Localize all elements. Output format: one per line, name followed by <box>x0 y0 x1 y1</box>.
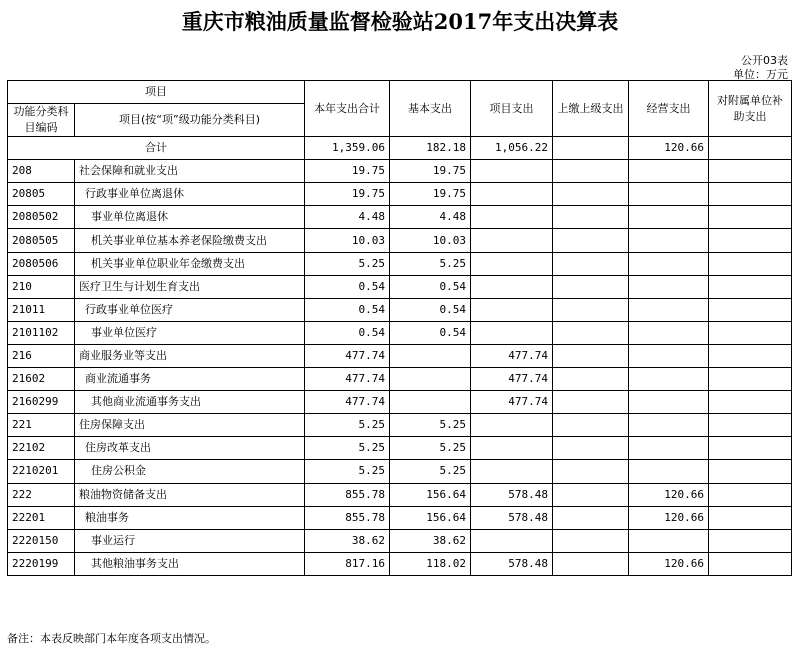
row-code: 210 <box>8 275 75 298</box>
row-subsidiary <box>709 460 792 483</box>
header-operating: 经营支出 <box>629 81 709 137</box>
row-subsidiary <box>709 368 792 391</box>
row-name: 行政事业单位离退休 <box>75 183 305 206</box>
row-upper <box>553 391 629 414</box>
row-project: 578.48 <box>471 552 553 575</box>
row-name: 住房改革支出 <box>75 437 305 460</box>
total-total: 1,359.06 <box>305 137 390 160</box>
row-upper <box>553 321 629 344</box>
row-total: 0.54 <box>305 321 390 344</box>
row-name: 医疗卫生与计划生育支出 <box>75 275 305 298</box>
row-project <box>471 529 553 552</box>
header-project: 项目支出 <box>471 81 553 137</box>
row-code: 22201 <box>8 506 75 529</box>
row-operating <box>629 321 709 344</box>
row-operating <box>629 160 709 183</box>
row-operating: 120.66 <box>629 552 709 575</box>
row-name: 事业单位离退休 <box>75 206 305 229</box>
row-basic: 19.75 <box>390 183 471 206</box>
row-code: 2080502 <box>8 206 75 229</box>
row-operating <box>629 414 709 437</box>
row-code: 208 <box>8 160 75 183</box>
row-project <box>471 183 553 206</box>
row-name: 社会保障和就业支出 <box>75 160 305 183</box>
header-code: 功能分类科目编码 <box>8 104 75 137</box>
header-subsidiary: 对附属单位补助支出 <box>709 81 792 137</box>
row-name: 其他粮油事务支出 <box>75 552 305 575</box>
total-basic: 182.18 <box>390 137 471 160</box>
row-total: 817.16 <box>305 552 390 575</box>
row-total: 19.75 <box>305 160 390 183</box>
row-name: 粮油物资储备支出 <box>75 483 305 506</box>
row-project <box>471 229 553 252</box>
row-name: 机关事业单位基本养老保险缴费支出 <box>75 229 305 252</box>
table-row <box>8 437 792 460</box>
table-row <box>8 368 792 391</box>
row-upper <box>553 229 629 252</box>
row-subsidiary <box>709 414 792 437</box>
row-basic: 5.25 <box>390 437 471 460</box>
row-subsidiary <box>709 529 792 552</box>
row-code: 2080506 <box>8 252 75 275</box>
expenditure-table <box>7 80 792 576</box>
table-row <box>8 183 792 206</box>
row-upper <box>553 183 629 206</box>
row-operating <box>629 183 709 206</box>
row-operating: 120.66 <box>629 506 709 529</box>
row-subsidiary <box>709 252 792 275</box>
row-subsidiary <box>709 506 792 529</box>
row-basic <box>390 368 471 391</box>
row-upper <box>553 252 629 275</box>
row-basic: 0.54 <box>390 275 471 298</box>
table-row <box>8 552 792 575</box>
total-operating: 120.66 <box>629 137 709 160</box>
row-basic: 156.64 <box>390 506 471 529</box>
row-operating <box>629 391 709 414</box>
header-basic: 基本支出 <box>390 81 471 137</box>
row-upper <box>553 437 629 460</box>
row-total: 5.25 <box>305 414 390 437</box>
row-project <box>471 206 553 229</box>
row-upper <box>553 506 629 529</box>
row-total: 38.62 <box>305 529 390 552</box>
unit-label: 单位：万元 <box>733 68 788 81</box>
row-upper <box>553 298 629 321</box>
row-operating <box>629 275 709 298</box>
form-number: 公开03表 <box>741 54 788 67</box>
row-basic: 38.62 <box>390 529 471 552</box>
table-row <box>8 529 792 552</box>
row-total: 477.74 <box>305 368 390 391</box>
row-subsidiary <box>709 183 792 206</box>
row-code: 2160299 <box>8 391 75 414</box>
row-upper <box>553 275 629 298</box>
table-row <box>8 160 792 183</box>
row-basic: 5.25 <box>390 252 471 275</box>
row-subsidiary <box>709 229 792 252</box>
row-total: 10.03 <box>305 229 390 252</box>
row-total: 4.48 <box>305 206 390 229</box>
row-project: 477.74 <box>471 391 553 414</box>
row-project: 578.48 <box>471 483 553 506</box>
row-total: 855.78 <box>305 483 390 506</box>
row-subsidiary <box>709 160 792 183</box>
table-row <box>8 391 792 414</box>
row-basic <box>390 391 471 414</box>
row-total: 5.25 <box>305 252 390 275</box>
row-total: 0.54 <box>305 298 390 321</box>
row-name: 商业流通事务 <box>75 368 305 391</box>
table-row <box>8 483 792 506</box>
row-upper <box>553 368 629 391</box>
row-basic <box>390 344 471 367</box>
row-code: 2101102 <box>8 321 75 344</box>
total-label: 合计 <box>8 137 305 160</box>
row-operating <box>629 298 709 321</box>
row-total: 5.25 <box>305 437 390 460</box>
table-row <box>8 229 792 252</box>
row-code: 2080505 <box>8 229 75 252</box>
row-operating <box>629 460 709 483</box>
row-project: 477.74 <box>471 344 553 367</box>
row-project <box>471 321 553 344</box>
row-operating <box>629 229 709 252</box>
row-operating <box>629 252 709 275</box>
row-operating <box>629 437 709 460</box>
row-subsidiary <box>709 206 792 229</box>
row-project <box>471 275 553 298</box>
total-upper <box>553 137 629 160</box>
table-row <box>8 298 792 321</box>
row-project <box>471 437 553 460</box>
row-basic: 118.02 <box>390 552 471 575</box>
row-total: 0.54 <box>305 275 390 298</box>
row-project: 578.48 <box>471 506 553 529</box>
header-row-top <box>8 81 792 104</box>
row-operating: 120.66 <box>629 483 709 506</box>
table-row <box>8 506 792 529</box>
table-row <box>8 321 792 344</box>
row-upper <box>553 206 629 229</box>
row-subsidiary <box>709 552 792 575</box>
total-row <box>8 137 792 160</box>
row-code: 216 <box>8 344 75 367</box>
row-upper <box>553 552 629 575</box>
row-basic: 19.75 <box>390 160 471 183</box>
row-name: 商业服务业等支出 <box>75 344 305 367</box>
table-row <box>8 460 792 483</box>
row-subsidiary <box>709 321 792 344</box>
row-code: 20805 <box>8 183 75 206</box>
row-project <box>471 252 553 275</box>
row-basic: 0.54 <box>390 321 471 344</box>
row-subsidiary <box>709 344 792 367</box>
row-basic: 0.54 <box>390 298 471 321</box>
footnote: 备注：本表反映部门本年度各项支出情况。 <box>7 632 216 645</box>
header-upper: 上缴上级支出 <box>553 81 629 137</box>
row-name: 事业单位医疗 <box>75 321 305 344</box>
total-project: 1,056.22 <box>471 137 553 160</box>
row-basic: 5.25 <box>390 414 471 437</box>
table-row <box>8 344 792 367</box>
row-operating <box>629 368 709 391</box>
header-total: 本年支出合计 <box>305 81 390 137</box>
row-project <box>471 414 553 437</box>
row-upper <box>553 414 629 437</box>
row-code: 21011 <box>8 298 75 321</box>
row-basic: 156.64 <box>390 483 471 506</box>
row-total: 477.74 <box>305 391 390 414</box>
row-name: 其他商业流通事务支出 <box>75 391 305 414</box>
row-upper <box>553 483 629 506</box>
row-upper <box>553 344 629 367</box>
row-project: 477.74 <box>471 368 553 391</box>
row-code: 2210201 <box>8 460 75 483</box>
row-operating <box>629 529 709 552</box>
row-name: 事业运行 <box>75 529 305 552</box>
row-basic: 10.03 <box>390 229 471 252</box>
header-item-group: 项目 <box>8 81 305 104</box>
row-total: 5.25 <box>305 460 390 483</box>
table-row <box>8 252 792 275</box>
row-upper <box>553 460 629 483</box>
row-name: 住房保障支出 <box>75 414 305 437</box>
table-row <box>8 275 792 298</box>
row-name: 行政事业单位医疗 <box>75 298 305 321</box>
row-upper <box>553 529 629 552</box>
row-subsidiary <box>709 483 792 506</box>
row-subsidiary <box>709 275 792 298</box>
row-operating <box>629 206 709 229</box>
row-code: 21602 <box>8 368 75 391</box>
row-operating <box>629 344 709 367</box>
row-subsidiary <box>709 437 792 460</box>
row-total: 477.74 <box>305 344 390 367</box>
row-project <box>471 460 553 483</box>
row-code: 22102 <box>8 437 75 460</box>
row-subsidiary <box>709 298 792 321</box>
row-code: 222 <box>8 483 75 506</box>
row-code: 221 <box>8 414 75 437</box>
table-row <box>8 414 792 437</box>
row-name: 住房公积金 <box>75 460 305 483</box>
row-basic: 4.48 <box>390 206 471 229</box>
row-name: 粮油事务 <box>75 506 305 529</box>
row-subsidiary <box>709 391 792 414</box>
row-code: 2220199 <box>8 552 75 575</box>
row-total: 855.78 <box>305 506 390 529</box>
row-basic: 5.25 <box>390 460 471 483</box>
header-name: 项目(按“项”级功能分类科目) <box>75 104 305 137</box>
row-code: 2220150 <box>8 529 75 552</box>
page-title: 重庆市粮油质量监督检验站2017年支出决算表 <box>181 9 619 34</box>
row-total: 19.75 <box>305 183 390 206</box>
row-name: 机关事业单位职业年金缴费支出 <box>75 252 305 275</box>
row-upper <box>553 160 629 183</box>
table-row <box>8 206 792 229</box>
row-project <box>471 160 553 183</box>
row-project <box>471 298 553 321</box>
total-subsidiary <box>709 137 792 160</box>
